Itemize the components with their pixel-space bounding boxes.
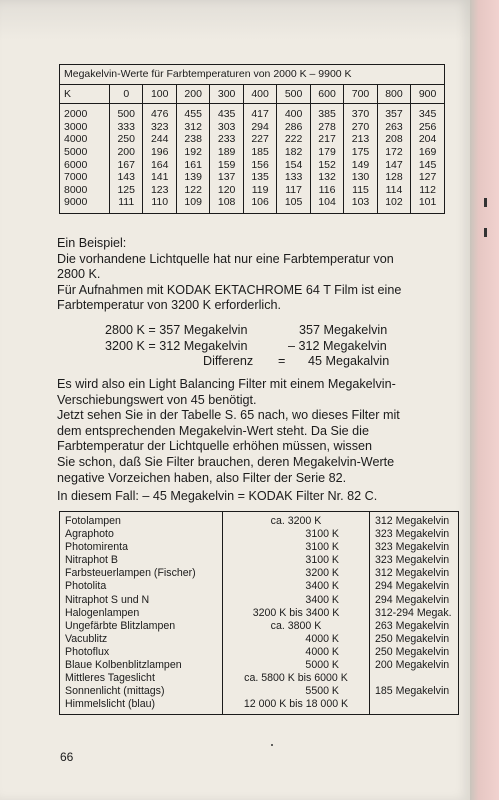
megakelvin-cell: 385 — [310, 104, 343, 121]
header-cell: 700 — [344, 84, 377, 104]
megakelvin-cell: 169 — [411, 146, 445, 159]
edge-mark — [484, 228, 487, 237]
color-temperature: 3100 K — [223, 541, 370, 554]
kelvin-row-label: 8000 — [64, 183, 88, 196]
header-cell: K — [60, 84, 110, 104]
difference-value: 45 Megakalvin — [308, 354, 390, 369]
example-paragraph — [57, 236, 457, 314]
megakelvin-cell: 132 — [310, 171, 343, 184]
megakelvin-cell: 147 — [377, 159, 410, 172]
megakelvin-cell: 125 — [110, 184, 143, 197]
megakelvin-cell: 104 — [310, 196, 343, 213]
megakelvin-cell: 345 — [411, 104, 445, 121]
light-source-row — [60, 672, 459, 685]
megakelvin-cell: 208 — [377, 133, 410, 146]
megakelvin-cell: 145 — [411, 159, 445, 172]
megakelvin-cell: 101 — [411, 196, 445, 213]
text-line: Es wird also ein Light Balancing Filter mit einem Megakelvin- — [57, 377, 396, 391]
megakelvin-value: 323 Megakelvin — [370, 528, 459, 541]
edge-mark — [484, 198, 487, 207]
header-cell: 0 — [110, 84, 143, 104]
header-cell: 400 — [243, 84, 276, 104]
megakelvin-cell: 115 — [344, 184, 377, 197]
megakelvin-table-row — [60, 184, 445, 197]
light-source-row — [60, 698, 459, 715]
text-line: Die vorhandene Lichtquelle hat nur eine Farbtemperatur von — [57, 251, 394, 266]
megakelvin-cell: 161 — [176, 159, 209, 172]
megakelvin-cell: 103 — [344, 196, 377, 213]
megakelvin-cell: 500 — [110, 104, 143, 121]
megakelvin-cell: 256 — [411, 121, 445, 134]
megakelvin-cell: 128 — [377, 171, 410, 184]
megakelvin-cell: 111 — [110, 196, 143, 213]
megakelvin-cell: 130 — [344, 171, 377, 184]
megakelvin-cell: 117 — [277, 184, 310, 197]
light-source-name: Nitraphot S und N — [65, 593, 150, 606]
speck — [271, 744, 273, 746]
color-temperature: 5000 K — [223, 659, 370, 672]
megakelvin-cell: 127 — [411, 171, 445, 184]
megakelvin-cell: 167 — [110, 159, 143, 172]
megakelvin-value: 323 Megakelvin — [370, 541, 459, 554]
megakelvin-value: 250 Megakelvin — [370, 633, 459, 646]
page-number: 66 — [60, 750, 74, 764]
megakelvin-table-row — [60, 171, 445, 184]
megakelvin-cell: 222 — [277, 133, 310, 146]
header-cell: 800 — [377, 84, 410, 104]
calc-right: 357 Megakelvin — [299, 323, 388, 337]
megakelvin-cell: 370 — [344, 104, 377, 121]
megakelvin-cell: 204 — [411, 133, 445, 146]
megakelvin-cell: 417 — [243, 104, 276, 121]
light-source-row — [60, 528, 459, 541]
light-source-row — [60, 685, 459, 698]
light-source-name: Ungefärbte Blitzlampen — [65, 619, 176, 632]
megakelvin-cell: 137 — [210, 171, 243, 184]
megakelvin-value: 294 Megakelvin — [370, 580, 459, 593]
kelvin-row-label: 5000 — [64, 145, 88, 158]
color-temperature: 12 000 K bis 18 000 K — [223, 698, 370, 715]
megakelvin-cell: 200 — [110, 146, 143, 159]
header-cell: 500 — [277, 84, 310, 104]
light-source-row — [60, 607, 459, 620]
megakelvin-cell: 238 — [176, 133, 209, 146]
light-source-row — [60, 541, 459, 554]
megakelvin-cell: 175 — [344, 146, 377, 159]
megakelvin-cell: 149 — [344, 159, 377, 172]
calc-left: 3200 K = 312 Megakelvin — [105, 338, 248, 353]
megakelvin-value — [370, 672, 459, 685]
megakelvin-cell: 159 — [210, 159, 243, 172]
calc-left: 2800 K = 357 Megakelvin — [105, 323, 248, 337]
megakelvin-value: 200 Megakelvin — [370, 659, 459, 672]
light-source-name: Agraphoto — [65, 528, 114, 541]
megakelvin-table-caption-row — [60, 65, 445, 85]
megakelvin-cell: 112 — [411, 184, 445, 197]
megakelvin-value: 250 Megakelvin — [370, 646, 459, 659]
megakelvin-value — [370, 698, 459, 715]
color-temperature: 5500 K — [223, 685, 370, 698]
megakelvin-cell: 123 — [143, 184, 176, 197]
light-source-row — [60, 646, 459, 659]
megakelvin-cell: 164 — [143, 159, 176, 172]
megakelvin-cell: 122 — [176, 184, 209, 197]
megakelvin-cell: 400 — [277, 104, 310, 121]
megakelvin-cell: 120 — [210, 184, 243, 197]
light-source-name: Photolita — [65, 580, 107, 593]
megakelvin-table-row — [60, 104, 445, 121]
header-cell: 300 — [210, 84, 243, 104]
megakelvin-cell: 312 — [176, 121, 209, 134]
header-cell: 900 — [411, 84, 445, 104]
calculation-block — [105, 323, 435, 370]
light-source-name: Mittleres Tageslicht — [65, 672, 155, 685]
megakelvin-table-row — [60, 196, 445, 213]
adjacent-page-edge — [470, 0, 499, 800]
megakelvin-cell: 110 — [143, 196, 176, 213]
megakelvin-cell: 217 — [310, 133, 343, 146]
megakelvin-cell: 286 — [277, 121, 310, 134]
kelvin-row-label: 9000 — [64, 196, 88, 209]
kelvin-row-label: 4000 — [64, 133, 88, 146]
light-source-row — [60, 580, 459, 593]
light-source-name: Photomirenta — [65, 541, 129, 554]
example-heading: Ein Beispiel: — [57, 236, 127, 250]
color-temperature: 3200 K bis 3400 K — [223, 607, 370, 620]
explanation-paragraph — [57, 377, 457, 486]
megakelvin-cell: 105 — [277, 196, 310, 213]
light-source-name: Farbsteuerlampen (Fischer) — [65, 567, 196, 580]
color-temperature: ca. 3200 K — [223, 512, 370, 529]
megakelvin-cell: 270 — [344, 121, 377, 134]
megakelvin-cell: 189 — [210, 146, 243, 159]
megakelvin-cell: 303 — [210, 121, 243, 134]
megakelvin-cell: 227 — [243, 133, 276, 146]
megakelvin-cell: 263 — [377, 121, 410, 134]
bleed-through-header — [0, 0, 470, 40]
color-temperature: ca. 3800 K — [223, 620, 370, 633]
megakelvin-table-row — [60, 133, 445, 146]
light-sources-table — [59, 511, 459, 715]
megakelvin-cell: 185 — [243, 146, 276, 159]
text-line: Jetzt sehen Sie in der Tabelle S. 65 nach, wo dieses Filter mit — [57, 408, 400, 423]
calc-right: – 312 Megakelvin — [288, 338, 387, 353]
light-source-name: Fotolampen — [65, 515, 121, 527]
megakelvin-table-row — [60, 121, 445, 134]
megakelvin-table — [59, 64, 445, 214]
megakelvin-cell: 455 — [176, 104, 209, 121]
megakelvin-cell: 116 — [310, 184, 343, 197]
header-cell: 100 — [143, 84, 176, 104]
megakelvin-cell: 333 — [110, 121, 143, 134]
megakelvin-cell: 152 — [310, 159, 343, 172]
megakelvin-cell: 182 — [277, 146, 310, 159]
kelvin-row-label: 6000 — [64, 158, 88, 171]
megakelvin-cell: 133 — [277, 171, 310, 184]
light-source-row — [60, 633, 459, 646]
megakelvin-table-row — [60, 146, 445, 159]
conclusion-line: In diesem Fall: – 45 Megakelvin = KODAK Filter Nr. 82 C. — [57, 489, 378, 503]
megakelvin-cell: 213 — [344, 133, 377, 146]
color-temperature: 3100 K — [223, 554, 370, 567]
kelvin-row-label: 2000 — [64, 108, 88, 121]
light-source-row — [60, 512, 459, 529]
megakelvin-value: 312-294 Megak. — [370, 607, 459, 620]
light-source-row — [60, 567, 459, 580]
megakelvin-value: 312 Megakelvin — [370, 512, 459, 529]
color-temperature: 3100 K — [223, 528, 370, 541]
megakelvin-table-body — [60, 104, 445, 214]
light-source-row — [60, 659, 459, 672]
light-source-name: Vacublitz — [65, 632, 108, 645]
color-temperature: 3200 K — [223, 567, 370, 580]
light-sources-table-body — [60, 512, 459, 715]
text-line: Sie schon, daß Sie Filter brauchen, deren Megakelvin-Werte — [57, 454, 395, 469]
megakelvin-value: 263 Megakelvin — [370, 620, 459, 633]
megakelvin-cell: 106 — [243, 196, 276, 213]
megakelvin-table-header — [60, 84, 445, 104]
kelvin-row-label: 7000 — [64, 171, 88, 184]
text-line: Für Aufnahmen mit KODAK EKTACHROME 64 T Film ist eine — [57, 282, 402, 297]
megakelvin-cell: 139 — [176, 171, 209, 184]
difference-equals: = — [278, 354, 286, 369]
megakelvin-value: 185 Megakelvin — [370, 685, 459, 698]
color-temperature: 3400 K — [223, 580, 370, 593]
text-line: Farbtemperatur der Lichtquelle erhöhen müssen, wissen — [57, 439, 373, 454]
megakelvin-cell: 179 — [310, 146, 343, 159]
megakelvin-cell: 294 — [243, 121, 276, 134]
megakelvin-cell: 108 — [210, 196, 243, 213]
text-line: dem entsprechenden Megakelvin-Wert steht. Da Sie die — [57, 423, 369, 438]
megakelvin-cell: 119 — [243, 184, 276, 197]
megakelvin-cell: 143 — [110, 171, 143, 184]
megakelvin-table-row — [60, 159, 445, 172]
light-source-name: Nitraphot B — [65, 554, 118, 567]
light-source-name: Halogenlampen — [65, 606, 140, 619]
megakelvin-cell: 154 — [277, 159, 310, 172]
megakelvin-cell: 476 — [143, 104, 176, 121]
light-source-row — [60, 554, 459, 567]
megakelvin-cell: 141 — [143, 171, 176, 184]
megakelvin-cell: 435 — [210, 104, 243, 121]
text-line: negative Vorzeichen haben, also Filter der Serie 82. — [57, 470, 347, 485]
text-line: Verschiebungswert von 45 benötigt. — [57, 392, 257, 407]
megakelvin-cell: 109 — [176, 196, 209, 213]
light-source-row — [60, 620, 459, 633]
color-temperature: 4000 K — [223, 646, 370, 659]
megakelvin-cell: 156 — [243, 159, 276, 172]
kelvin-row-label: 3000 — [64, 120, 88, 133]
megakelvin-cell: 278 — [310, 121, 343, 134]
megakelvin-table-caption: Megakelvin-Werte für Farbtemperaturen von 2000 K – 9900 K — [60, 65, 445, 85]
megakelvin-cell: 244 — [143, 133, 176, 146]
header-cell: 200 — [176, 84, 209, 104]
header-cell: 600 — [310, 84, 343, 104]
megakelvin-value: 312 Megakelvin — [370, 567, 459, 580]
color-temperature: 4000 K — [223, 633, 370, 646]
megakelvin-cell: 114 — [377, 184, 410, 197]
megakelvin-cell: 135 — [243, 171, 276, 184]
color-temperature: ca. 5800 K bis 6000 K — [223, 672, 370, 685]
megakelvin-value: 294 Megakelvin — [370, 594, 459, 607]
text-line: 2800 K. — [57, 267, 101, 282]
light-source-name: Blaue Kolbenblitzlampen — [65, 659, 182, 672]
megakelvin-cell: 192 — [176, 146, 209, 159]
difference-label: Differenz — [203, 354, 254, 369]
megakelvin-cell: 323 — [143, 121, 176, 134]
light-source-name: Photoflux — [65, 645, 110, 658]
light-source-row — [60, 594, 459, 607]
text-line: Farbtemperatur von 3200 K erforderlich. — [57, 298, 282, 313]
light-source-name: Sonnenlicht (mittags) — [65, 685, 165, 698]
light-source-name: Himmelslicht (blau) — [65, 698, 156, 711]
megakelvin-cell: 172 — [377, 146, 410, 159]
megakelvin-cell: 196 — [143, 146, 176, 159]
megakelvin-cell: 357 — [377, 104, 410, 121]
megakelvin-cell: 102 — [377, 196, 410, 213]
color-temperature: 3400 K — [223, 594, 370, 607]
megakelvin-value: 323 Megakelvin — [370, 554, 459, 567]
megakelvin-cell: 250 — [110, 133, 143, 146]
megakelvin-cell: 233 — [210, 133, 243, 146]
